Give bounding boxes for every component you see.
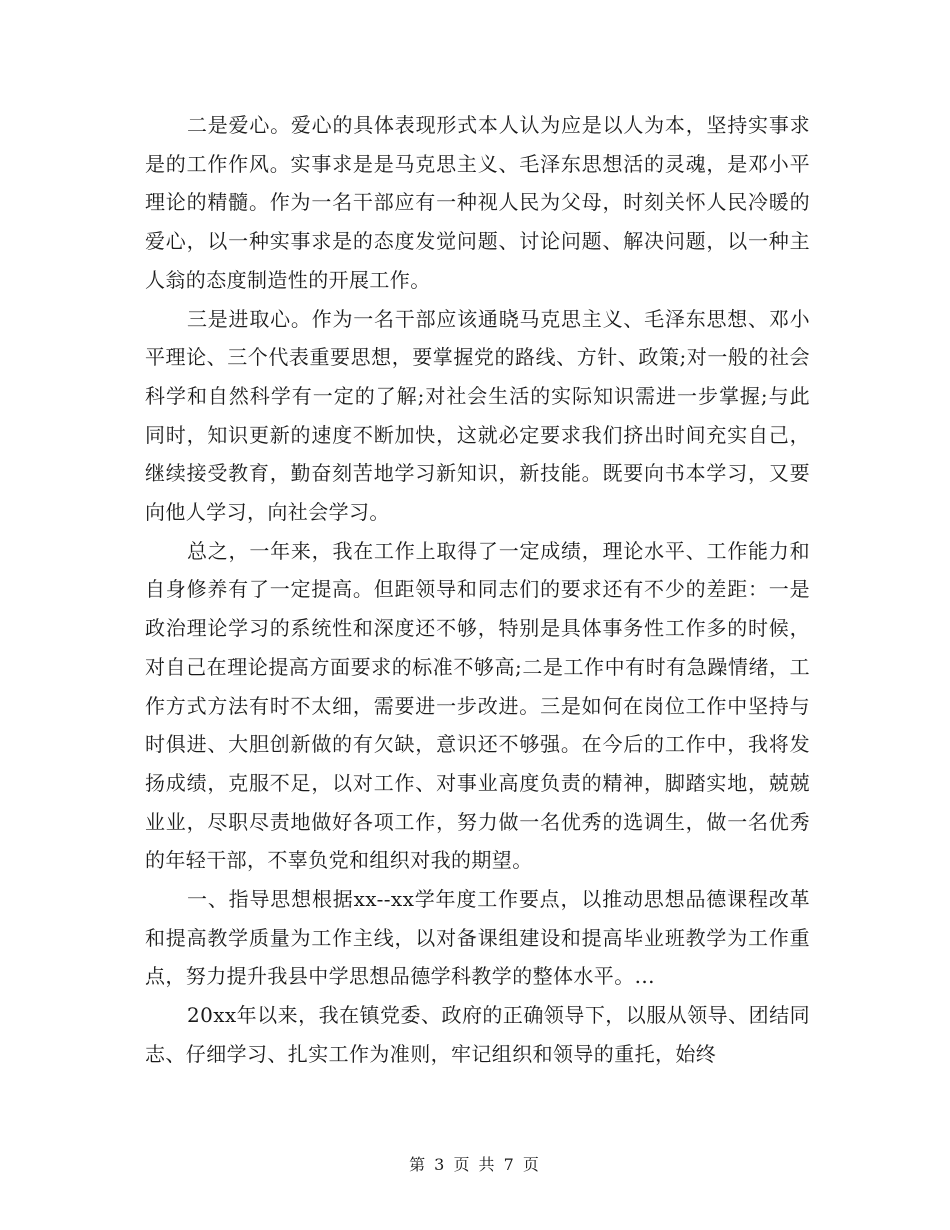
- paragraph-summary: 总之，一年来，我在工作上取得了一定成绩，理论水平、工作能力和自身修养有了一定提高。但距领导和同志们的要求还有不少的差距：一是政治理论学习的系统性和深度还不够，特别是具体事务性工作多的时候，对自己在理论提高方面要求的标准不够高;二是工作中有时有急躁情绪，工作方式方法有时不太细，需要进一步改进。三是如何在岗位工作中坚持与时俱进、大胆创新做的有欠缺，意识还不够强。在今后的工作中，我将发扬成绩，克服不足，以对工作、对事业高度负责的精神，脚踏实地，兢兢业业，尽职尽责地做好各项工作，努力做一名优秀的选调生，做一名优秀的年轻干部，不辜负党和组织对我的期望。: [145, 538, 810, 873]
- paragraph-ambition: 三是进取心。作为一名干部应该通晓马克思主义、毛泽东思想、邓小平理论、三个代表重要思想，要掌握党的路线、方针、政策;对一般的社会科学和自然科学有一定的了解;对社会生活的实际知识需进一步掌握;与此同时，知识更新的速度不断加快，这就必定要求我们挤出时间充实自己，继续接受教育，勤奋刻苦地学习新知识，新技能。既要向书本学习，又要向他人学习，向社会学习。: [145, 306, 810, 525]
- page-footer: 第 3 页 共 7 页: [409, 1155, 541, 1174]
- paragraph-since-20xx: 20xx年以来，我在镇党委、政府的正确领导下，以服从领导、团结同志、仔细学习、扎实工作为准则，牢记组织和领导的重托，始终: [145, 1003, 810, 1066]
- paragraph-guiding-ideology: 一、指导思想根据xx--xx学年度工作要点，以推动思想品德课程改革和提高教学质量为工作主线，以对备课组建设和提高毕业班教学为工作重点，努力提升我县中学思想品德学科教学的整体水平。...: [145, 887, 810, 989]
- document-body: [145, 106, 810, 1074]
- paragraph-love: 二是爱心。爱心的具体表现形式本人认为应是以人为本，坚持实事求是的工作作风。实事求是是马克思主义、毛泽东思想活的灵魂，是邓小平理论的精髓。作为一名干部应有一种视人民为父母，时刻关怀人民冷暖的爱心，以一种实事求是的态度发觉问题、讨论问题、解决问题，以一种主人翁的态度制造性的开展工作。: [145, 113, 810, 292]
